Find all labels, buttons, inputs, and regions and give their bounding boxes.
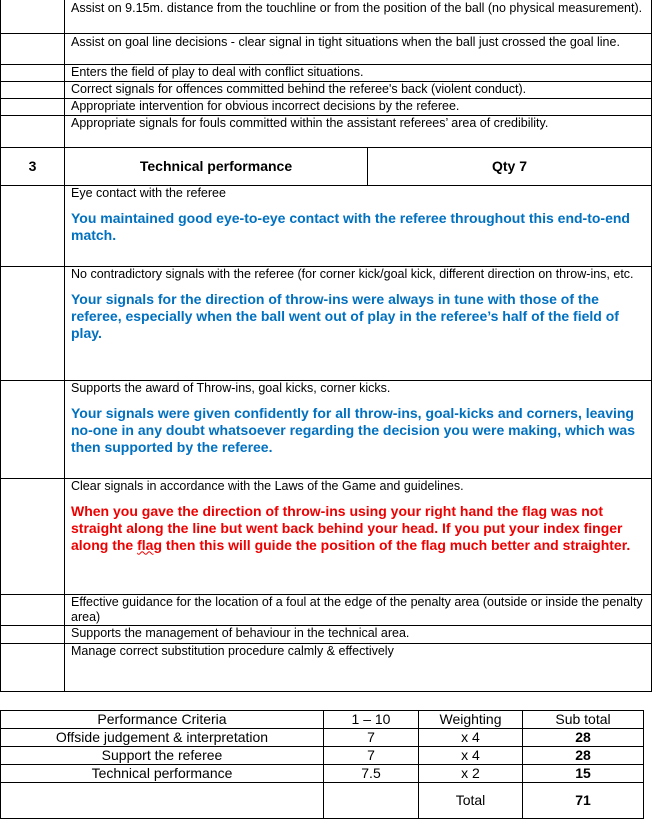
score: 7 bbox=[324, 747, 419, 765]
score: 7.5 bbox=[324, 765, 419, 783]
technical-row bbox=[1, 267, 652, 381]
summary-header-row bbox=[1, 711, 644, 729]
row-number-cell bbox=[1, 381, 65, 479]
row-number-cell bbox=[1, 99, 65, 116]
technical-row bbox=[1, 479, 652, 595]
row-number-cell bbox=[1, 644, 65, 692]
subtotal: 28 bbox=[523, 747, 644, 765]
header-performance-criteria: Performance Criteria bbox=[1, 711, 324, 729]
empty-cell bbox=[1, 783, 324, 819]
assessor-comment: Your signals for the direction of throw-ins were always in tune with those of the referee, especially when the ball went out of play in the referee’s half of the field of play. bbox=[71, 290, 619, 341]
criterion-cell bbox=[65, 479, 652, 595]
technical-row bbox=[1, 595, 652, 626]
comment-text: When you gave the direction of throw-ins using your right hand the flag was not straight along the line but went back behind your head. If you put your index finger along the bbox=[71, 502, 623, 553]
criterion-cell bbox=[65, 186, 652, 267]
row-number-cell bbox=[1, 626, 65, 644]
row-number-cell bbox=[1, 65, 65, 82]
row-number-cell bbox=[1, 267, 65, 381]
technical-row bbox=[1, 381, 652, 479]
criteria-row bbox=[1, 116, 652, 148]
criteria-name: Technical performance bbox=[1, 765, 324, 783]
criterion-text: Appropriate intervention for obvious incorrect decisions by the referee. bbox=[65, 99, 652, 116]
total-value: 71 bbox=[523, 783, 644, 819]
section-title: Technical performance bbox=[65, 148, 368, 186]
section-number: 3 bbox=[1, 148, 65, 186]
assessor-comment: You maintained good eye-to-eye contact with the referee throughout this end-to-end match. bbox=[71, 209, 630, 243]
weighting: x 4 bbox=[419, 729, 523, 747]
criteria-row bbox=[1, 82, 652, 99]
row-number-cell bbox=[1, 116, 65, 148]
subtotal: 28 bbox=[523, 729, 644, 747]
row-number-cell bbox=[1, 34, 65, 65]
criterion-text: Manage correct substitution procedure calmly & effectively bbox=[65, 644, 652, 692]
summary-row bbox=[1, 765, 644, 783]
row-number-cell bbox=[1, 82, 65, 99]
criterion-text: Appropriate signals for fouls committed within the assistant referees’ area of credibility. bbox=[65, 116, 652, 148]
criterion-text: Effective guidance for the location of a foul at the edge of the penalty area (outside or inside the penalty area) bbox=[65, 595, 652, 626]
technical-row bbox=[1, 644, 652, 692]
section-qty: Qty 7 bbox=[368, 148, 652, 186]
criterion-text: Assist on goal line decisions - clear signal in tight situations when the ball just crossed the goal line. bbox=[65, 34, 652, 65]
row-number-cell bbox=[1, 0, 65, 34]
technical-row bbox=[1, 626, 652, 644]
assessor-comment: Your signals were given confidently for all throw-ins, goal-kicks and corners, leaving no-one in any doubt whatsoever regarding the decision you were making, which was then supported by the referee. bbox=[71, 404, 635, 455]
row-number-cell bbox=[1, 595, 65, 626]
spellcheck-flagged-word: flag bbox=[137, 536, 163, 553]
summary-row bbox=[1, 729, 644, 747]
technical-row bbox=[1, 186, 652, 267]
summary-row bbox=[1, 747, 644, 765]
criterion-cell bbox=[65, 267, 652, 381]
header-weighting: Weighting bbox=[419, 711, 523, 729]
criteria-row bbox=[1, 99, 652, 116]
criteria-row bbox=[1, 0, 652, 34]
criterion-text: Assist on 9.15m. distance from the touchline or from the position of the ball (no physical measurement). bbox=[65, 0, 652, 34]
total-label: Total bbox=[419, 783, 523, 819]
criterion-text: Enters the field of play to deal with conflict situations. bbox=[65, 65, 652, 82]
row-number-cell bbox=[1, 479, 65, 595]
assessor-comment-critical bbox=[71, 503, 645, 554]
criteria-name: Offside judgement & interpretation bbox=[1, 729, 324, 747]
header-score: 1 – 10 bbox=[324, 711, 419, 729]
criteria-row bbox=[1, 65, 652, 82]
score-summary-table bbox=[0, 710, 644, 819]
criterion-text: Correct signals for offences committed behind the referee's back (violent conduct). bbox=[65, 82, 652, 99]
criterion-text: Eye contact with the referee bbox=[71, 186, 226, 200]
comment-text: then this will guide the position of the flag much better and straighter. bbox=[162, 536, 631, 553]
criterion-text: No contradictory signals with the referee (for corner kick/goal kick, different direction on throw-ins, etc. bbox=[71, 267, 634, 281]
subtotal: 15 bbox=[523, 765, 644, 783]
criteria-name: Support the referee bbox=[1, 747, 324, 765]
criterion-text: Clear signals in accordance with the Laws of the Game and guidelines. bbox=[71, 479, 464, 493]
criterion-cell bbox=[65, 381, 652, 479]
section-header-row bbox=[1, 148, 652, 186]
criterion-text: Supports the award of Throw-ins, goal kicks, corner kicks. bbox=[71, 381, 391, 395]
score: 7 bbox=[324, 729, 419, 747]
header-subtotal: Sub total bbox=[523, 711, 644, 729]
weighting: x 4 bbox=[419, 747, 523, 765]
summary-total-row bbox=[1, 783, 644, 819]
row-number-cell bbox=[1, 186, 65, 267]
criterion-text: Supports the management of behaviour in the technical area. bbox=[65, 626, 652, 644]
empty-cell bbox=[324, 783, 419, 819]
weighting: x 2 bbox=[419, 765, 523, 783]
criteria-row bbox=[1, 34, 652, 65]
